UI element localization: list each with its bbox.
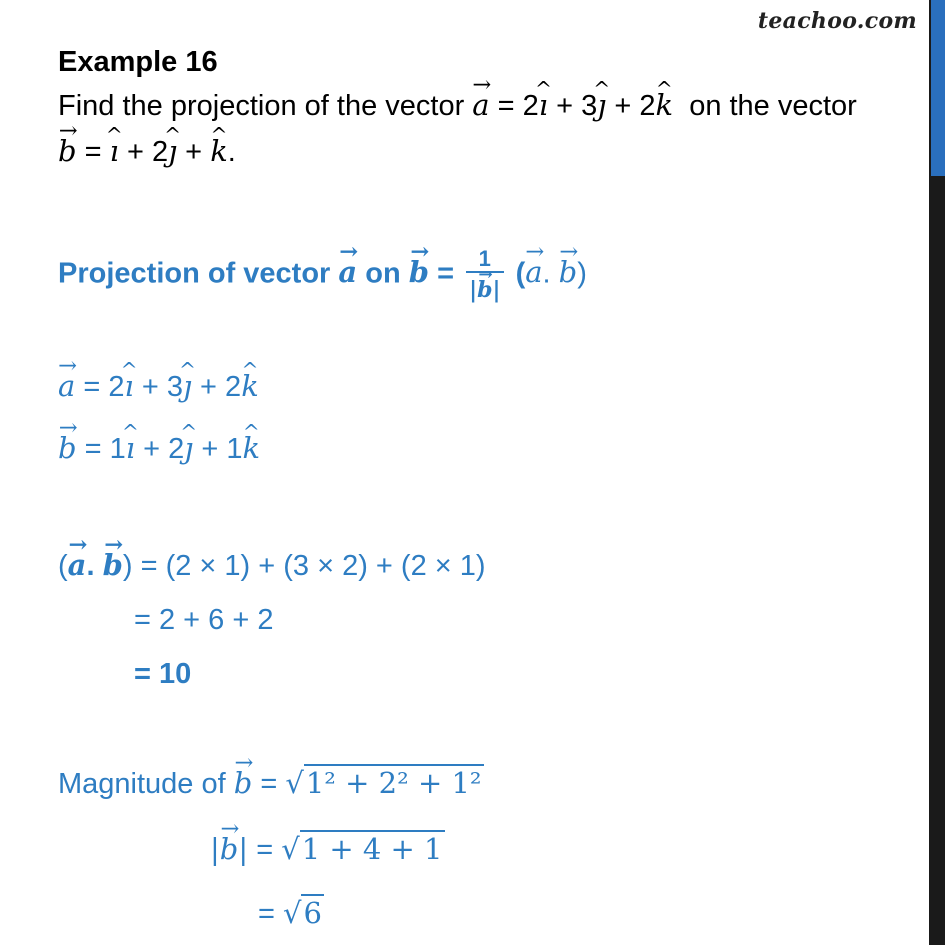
example-title: Example 16 xyxy=(58,46,218,78)
sqrt-expression-1: √1² + 2² + 1² xyxy=(285,766,482,800)
projection-formula: Projection of vector → a on → b = $\frac{1}{|\to b|}$ (→ a. → b) xyxy=(58,246,587,304)
dot-product-result: = 10 xyxy=(134,658,192,690)
right-scrollbar[interactable] xyxy=(929,0,945,945)
vector-b-line: → b = 1^ ı + 2^ ȷ + 1^ k xyxy=(58,431,260,466)
question-text: Find the projection of the vector xyxy=(58,90,465,122)
dot-product-line-1: (→ a. → b) = (2 × 1) + (3 × 2) + (2 × 1) xyxy=(58,548,486,583)
magnitude-line-3: = √6 xyxy=(258,896,322,930)
dot-product-line-2: = 2 + 6 + 2 xyxy=(134,604,274,636)
sqrt-expression-3: √6 xyxy=(283,896,322,930)
vector-a-symbol: → a xyxy=(472,88,489,122)
question-line-1: Find the projection of the vector → a = 2^ ı + 3^ ȷ + 2^ k on the vector xyxy=(58,88,857,123)
question-text-2: on the vector xyxy=(689,90,857,122)
formula-fraction: $\frac{1}{|\to b|}$ xyxy=(466,246,503,304)
sqrt-expression-2: √1 + 4 + 1 xyxy=(281,832,443,866)
question-line-2: → b = ^ ı + 2^ ȷ + ^ k. xyxy=(58,134,236,169)
watermark-logo: teachoo.com xyxy=(757,8,917,34)
magnitude-line-1: Magnitude of → b = √1² + 2² + 1² xyxy=(58,766,484,801)
magnitude-line-2: |→ b| = √1 + 4 + 1 xyxy=(210,832,445,867)
vector-b-symbol: → b xyxy=(58,134,77,168)
scroll-thumb[interactable] xyxy=(931,0,945,176)
vector-a-line: → a = 2^ ı + 3^ ȷ + 2^ k xyxy=(58,369,259,404)
